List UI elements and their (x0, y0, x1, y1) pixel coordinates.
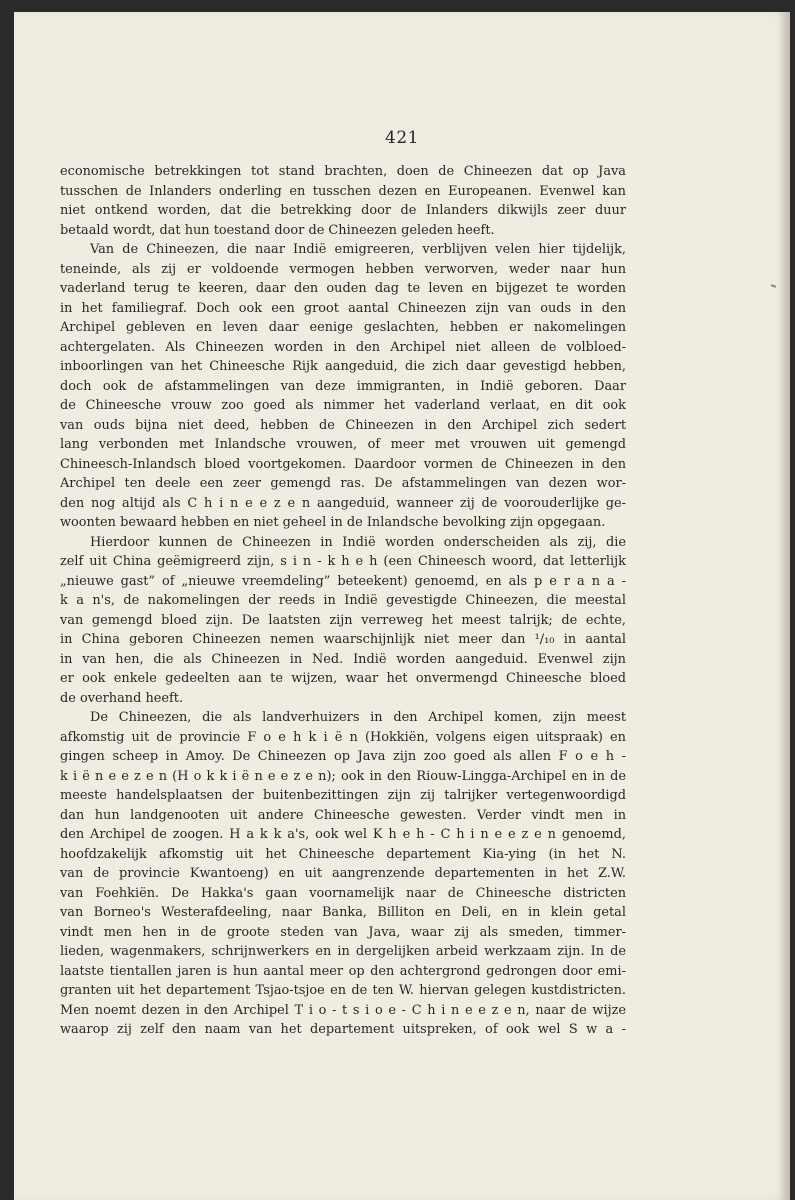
text-line: lang verbonden met Inlandsche vrouwen, of meer met vrouwen uit gemengd (60, 437, 626, 452)
text-line: den Archipel de zoogen. H a k k a's, ook wel K h e h - C h i n e e z e n genoemd, (60, 827, 626, 842)
text-line: teneinde, als zij er voldoende vermogen hebben verworven, weder naar hun (60, 261, 626, 277)
text-line: granten uit het departement Tsjao-tsjoe en de ten W. hiervan gelegen kustdistricten. (60, 983, 626, 998)
text-line: Archipel ten deele een zeer gemengd ras. De afstammelingen van dezen wor- (60, 476, 626, 491)
text-line: van Borneo's Westerafdeeling, naar Banka, Billiton en Deli, en in klein getal (60, 905, 626, 920)
text-line: er ook enkele gedeelten aan te wijzen, waar het onvermengd Chineesche bloed (60, 671, 626, 686)
text-line: inboorlingen van het Chineesche Rijk aangeduid, die zich daar gevestigd hebben, (60, 359, 626, 374)
text-line: niet ontkend worden, dat die betrekking door de Inlanders dikwijls zeer duur (60, 203, 626, 218)
text-line: de overhand heeft. (60, 690, 184, 706)
text-line: economische betrekkingen tot stand brachten, doen de Chineezen dat op Java (60, 164, 626, 179)
text-line: doch ook de afstammelingen van deze immigranten, in Indië geboren. Daar (60, 378, 626, 394)
text-line: van gemengd bloed zijn. De laatsten zijn verreweg het meest talrijk; de echte, (60, 612, 626, 628)
book-page (14, 12, 790, 1200)
text-line: van de provincie Kwantoeng) en uit aangrenzende departementen in het Z.W. (60, 866, 626, 881)
text-line: k a n's, de nakomelingen der reeds in Indië gevestigde Chineezen, die meestal (60, 593, 626, 608)
text-line: zelf uit China geëmigreerd zijn, s i n - k h e h (een Chineesch woord, dat letterlijk (60, 554, 626, 569)
text-line: Chineesch-Inlandsch bloed voortgekomen. Daardoor vormen de Chineezen in den (60, 456, 626, 472)
text-line: hoofdzakelijk afkomstig uit het Chineesche departement Kia-ying (in het N. (60, 846, 626, 862)
text-line: dan hun landgenooten uit andere Chineesche gewesten. Verder vindt men in (60, 807, 626, 823)
page-number: 421 (385, 128, 419, 148)
text-line: waarop zij zelf den naam van het departement uitspreken, of ook wel S w a - (60, 1022, 626, 1037)
text-line: k i ë n e e z e n (H o k k i ë n e e z e n); ook in den Riouw-Lingga-Archipel en in de (60, 768, 626, 784)
text-line: lieden, wagenmakers, schrijnwerkers en in dergelijken arbeid werkzaam zijn. In de (60, 944, 626, 959)
text-line: Men noemt dezen in den Archipel T i o - t s i o e - C h i n e e z e n, naar de wijze (60, 1002, 626, 1018)
margin-mark (771, 284, 776, 288)
text-line: laatste tientallen jaren is hun aantal meer op den achtergrond gedrongen door emi- (60, 963, 626, 979)
text-line: afkomstig uit de provincie F o e h k i ë n (Hokkiën, volgens eigen uitspraak) en (60, 729, 626, 745)
text-line: woonten bewaard hebben en niet geheel in de Inlandsche bevolking zijn opgegaan. (60, 515, 606, 530)
text-line: Van de Chineezen, die naar Indië emigreeren, verblijven velen hier tijdelijk, (90, 242, 626, 257)
text-line: vaderland terug te keeren, daar den ouden dag te leven en bijgezet te worden (60, 281, 626, 296)
text-line: in het familiegraf. Doch ook een groot aantal Chineezen zijn van ouds in den (60, 300, 626, 316)
text-line: Hierdoor kunnen de Chineezen in Indië worden onderscheiden als zij, die (90, 534, 626, 550)
text-line: betaald wordt, dat hun toestand door de Chineezen geleden heeft. (60, 222, 495, 238)
text-line: meeste handelsplaatsen der buitenbezittingen zijn zij talrijker vertegenwoordigd (60, 788, 626, 803)
text-line: de Chineesche vrouw zoo goed als nimmer het vaderland verlaat, en dit ook (60, 398, 626, 413)
text-line: Archipel gebleven en leven daar eenige geslachten, hebben er nakomelingen (60, 320, 626, 335)
body-text (60, 162, 626, 1040)
text-line: den nog altijd als C h i n e e z e n aangeduid, wanneer zij de voorouderlijke ge- (60, 495, 626, 511)
text-line: in China geboren Chineezen nemen waarschijnlijk niet meer dan ¹/₁₀ in aantal (60, 632, 626, 647)
text-line: achtergelaten. Als Chineezen worden in den Archipel niet alleen de volbloed- (60, 339, 626, 355)
text-line: vindt men hen in de groote steden van Java, waar zij als smeden, timmer- (60, 924, 626, 940)
text-line: tusschen de Inlanders onderling en tusschen dezen en Europeanen. Evenwel kan (60, 183, 626, 199)
text-line: in van hen, die als Chineezen in Ned. Indië worden aangeduid. Evenwel zijn (60, 651, 626, 667)
text-line: gingen scheep in Amoy. De Chineezen op Java zijn zoo goed als allen F o e h - (60, 749, 626, 764)
text-line: „nieuwe gast” of „nieuwe vreemdeling” beteekent) genoemd, en als p e r a n a - (60, 573, 626, 589)
text-line: van ouds bijna niet deed, hebben de Chineezen in den Archipel zich sedert (60, 417, 626, 433)
text-line: van Foehkiën. De Hakka's gaan voornamelijk naar de Chineesche districten (60, 885, 626, 901)
text-line: De Chineezen, die als landverhuizers in den Archipel komen, zijn meest (90, 710, 626, 725)
